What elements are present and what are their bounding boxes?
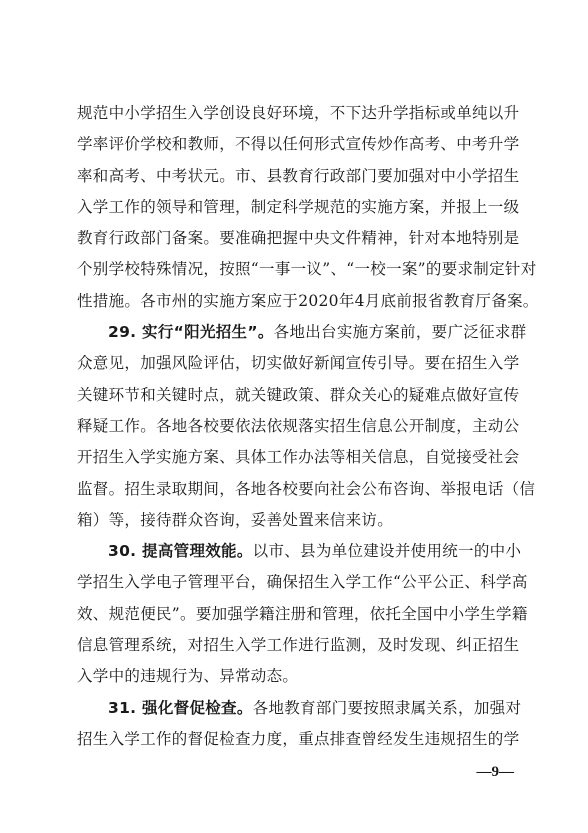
text-line: 信息管理系统，对招生入学工作进行监测，及时发现、纠正招生 (77, 636, 520, 655)
item-text: 各地教育部门要按照隶属关系，加强对 (252, 698, 522, 717)
text-line: 规范中小学招生入学创设良好环境，不下达升学指标或单纯以升 (77, 104, 520, 122)
page-number: —9— (476, 764, 514, 780)
paragraph-continuation (77, 98, 539, 317)
text-line: 学招生入学电子管理平台，确保招生入学工作“公平公正、科学高 (77, 573, 528, 592)
text-line: 招生入学工作的督促检查力度，重点排查曾经发生违规招生的学 (77, 729, 520, 748)
item-heading: 29. 实行“阳光招生”。 (108, 323, 274, 342)
item-first-line (77, 536, 522, 567)
item-heading: 30. 提高管理效能。 (108, 542, 253, 561)
body-text (77, 98, 539, 755)
text-line: 释疑工作。各地各校要依法依规落实招生信息公开制度，主动公 (77, 416, 520, 435)
text-line: 效、规范便民”。要加强学籍注册和管理，依托全国中小学生学籍 (77, 604, 528, 623)
item-first-line (77, 693, 522, 724)
text-line: 性措施。各市州的实施方案应于2020年4月底前报省教育厅备案。 (77, 291, 539, 310)
text-line: 教育行政部门备案。要准确把握中央文件精神，针对本地特别是 (77, 229, 520, 248)
text-line: 学率评价学校和教师，不得以任何形式宣传炒作高考、中考升学 (77, 135, 520, 154)
item-31 (77, 693, 522, 756)
text-line: 个别学校特殊情况，按照“一事一议”、“一校一案”的要求制定针对 (77, 260, 537, 279)
text-line: 关键环节和关键时点，就关键政策、群众关心的疑难点做好宣传 (77, 385, 520, 404)
item-first-line (77, 317, 527, 348)
text-line: 率和高考、中考状元。市、县教育行政部门要加强对中小学招生 (77, 166, 520, 185)
text-line: 众意见，加强风险评估，切实做好新闻宣传引导。要在招生入学 (77, 354, 520, 373)
item-29 (77, 317, 536, 536)
text-line: 入学工作的领导和管理，制定科学规范的实施方案，并报上一级 (77, 197, 520, 216)
item-heading: 31. 强化督促检查。 (108, 698, 253, 717)
item-30 (77, 536, 528, 692)
text-line: 箱）等，接待群众咨询，妥善处置来信来访。 (77, 510, 394, 529)
item-text: 各地出台实施方案前，要广泛征求群 (273, 323, 527, 342)
text-line: 入学中的违规行为、异常动态。 (77, 667, 299, 686)
text-line: 开招生入学实施方案、具体工作办法等相关信息，自觉接受社会 (77, 448, 520, 467)
item-text: 以市、县为单位建设并使用统一的中小 (252, 542, 522, 561)
text-line: 监督。招生录取期间，各地各校要向社会公布咨询、举报电话（信 (77, 479, 536, 498)
